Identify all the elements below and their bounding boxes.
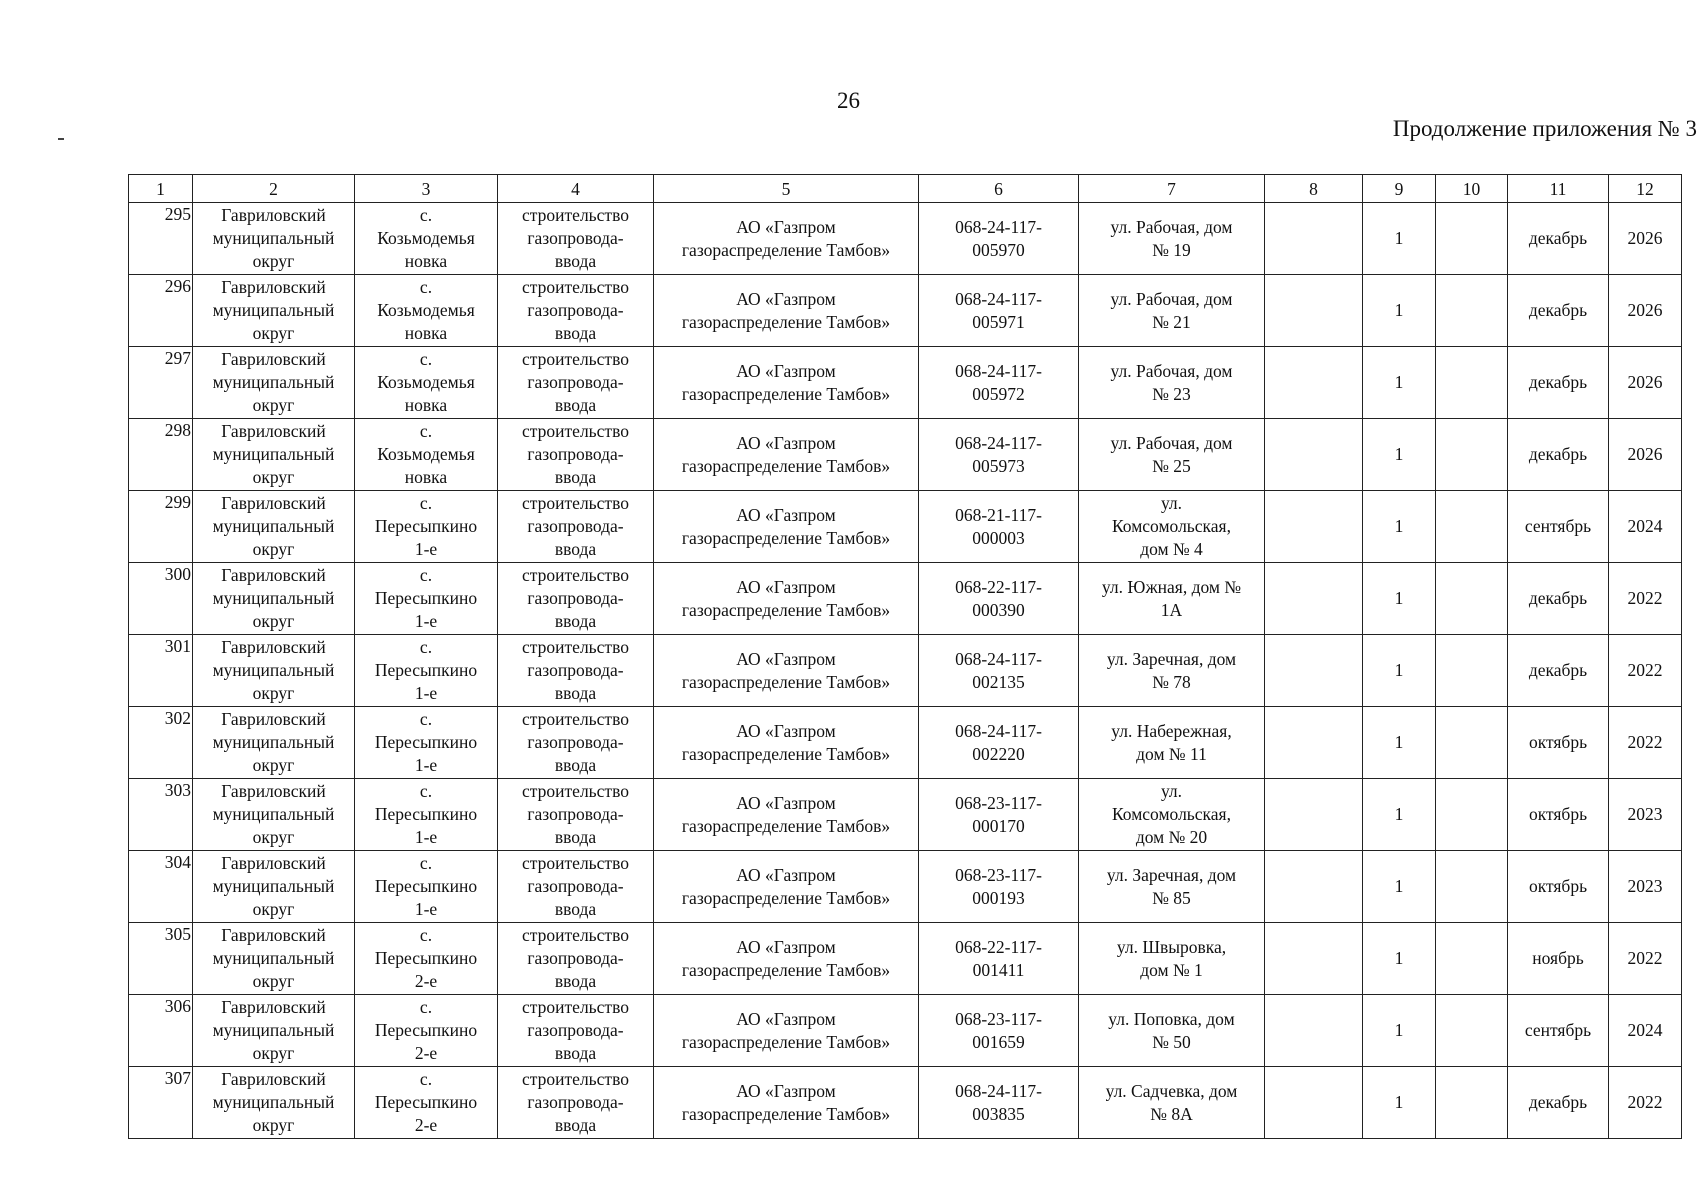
work-type-cell: строительство газопровода- ввода <box>498 419 654 491</box>
column-8-cell <box>1265 995 1363 1067</box>
row-number: 298 <box>129 419 193 491</box>
page-number: 26 <box>837 88 860 113</box>
organization-cell: АО «Газпром газораспределение Тамбов» <box>654 779 919 851</box>
table-row <box>129 707 1682 779</box>
settlement-cell: с. Пересыпкино 1-е <box>355 491 498 563</box>
table-row <box>129 779 1682 851</box>
address-cell: ул. Южная, дом № 1А <box>1079 563 1265 635</box>
count-cell: 1 <box>1363 347 1436 419</box>
year-cell: 2024 <box>1609 491 1682 563</box>
column-10-cell <box>1436 635 1508 707</box>
column-8-cell <box>1265 707 1363 779</box>
table-row <box>129 419 1682 491</box>
column-10-cell <box>1436 707 1508 779</box>
district-cell: Гавриловский муниципальный округ <box>193 923 355 995</box>
year-cell: 2022 <box>1609 635 1682 707</box>
object-code-cell: 068-24-117- 005973 <box>919 419 1079 491</box>
organization-cell: АО «Газпром газораспределение Тамбов» <box>654 1067 919 1139</box>
work-type-cell: строительство газопровода- ввода <box>498 1067 654 1139</box>
column-10-cell <box>1436 923 1508 995</box>
count-cell: 1 <box>1363 419 1436 491</box>
organization-cell: АО «Газпром газораспределение Тамбов» <box>654 491 919 563</box>
column-8-cell <box>1265 203 1363 275</box>
row-number: 296 <box>129 275 193 347</box>
district-cell: Гавриловский муниципальный округ <box>193 563 355 635</box>
table-row <box>129 635 1682 707</box>
column-10-cell <box>1436 851 1508 923</box>
column-header-7: 7 <box>1079 175 1265 203</box>
settlement-cell: с. Пересыпкино 1-е <box>355 563 498 635</box>
organization-cell: АО «Газпром газораспределение Тамбов» <box>654 563 919 635</box>
settlement-cell: с. Пересыпкино 2-е <box>355 923 498 995</box>
address-cell: ул. Швыровка, дом № 1 <box>1079 923 1265 995</box>
year-cell: 2026 <box>1609 347 1682 419</box>
column-10-cell <box>1436 563 1508 635</box>
column-10-cell <box>1436 491 1508 563</box>
count-cell: 1 <box>1363 779 1436 851</box>
count-cell: 1 <box>1363 491 1436 563</box>
object-code-cell: 068-23-117- 000170 <box>919 779 1079 851</box>
column-header-10: 10 <box>1436 175 1508 203</box>
district-cell: Гавриловский муниципальный округ <box>193 203 355 275</box>
object-code-cell: 068-24-117- 003835 <box>919 1067 1079 1139</box>
column-header-4: 4 <box>498 175 654 203</box>
column-header-6: 6 <box>919 175 1079 203</box>
table-row <box>129 851 1682 923</box>
month-cell: декабрь <box>1508 563 1609 635</box>
row-number: 303 <box>129 779 193 851</box>
district-cell: Гавриловский муниципальный округ <box>193 419 355 491</box>
row-number: 297 <box>129 347 193 419</box>
district-cell: Гавриловский муниципальный округ <box>193 851 355 923</box>
count-cell: 1 <box>1363 275 1436 347</box>
district-cell: Гавриловский муниципальный округ <box>193 635 355 707</box>
work-type-cell: строительство газопровода- ввода <box>498 563 654 635</box>
object-code-cell: 068-22-117- 001411 <box>919 923 1079 995</box>
column-header-11: 11 <box>1508 175 1609 203</box>
column-header-9: 9 <box>1363 175 1436 203</box>
year-cell: 2023 <box>1609 779 1682 851</box>
month-cell: сентябрь <box>1508 995 1609 1067</box>
settlement-cell: с. Пересыпкино 1-е <box>355 851 498 923</box>
month-cell: декабрь <box>1508 203 1609 275</box>
row-number: 299 <box>129 491 193 563</box>
object-code-cell: 068-21-117- 000003 <box>919 491 1079 563</box>
work-type-cell: строительство газопровода- ввода <box>498 707 654 779</box>
column-10-cell <box>1436 419 1508 491</box>
column-header-3: 3 <box>355 175 498 203</box>
column-8-cell <box>1265 851 1363 923</box>
year-cell: 2022 <box>1609 1067 1682 1139</box>
row-number: 302 <box>129 707 193 779</box>
row-number: 295 <box>129 203 193 275</box>
row-number: 306 <box>129 995 193 1067</box>
count-cell: 1 <box>1363 851 1436 923</box>
table-row <box>129 275 1682 347</box>
district-cell: Гавриловский муниципальный округ <box>193 1067 355 1139</box>
district-cell: Гавриловский муниципальный округ <box>193 707 355 779</box>
margin-mark <box>58 138 64 140</box>
organization-cell: АО «Газпром газораспределение Тамбов» <box>654 707 919 779</box>
work-type-cell: строительство газопровода- ввода <box>498 347 654 419</box>
organization-cell: АО «Газпром газораспределение Тамбов» <box>654 635 919 707</box>
column-10-cell <box>1436 347 1508 419</box>
organization-cell: АО «Газпром газораспределение Тамбов» <box>654 275 919 347</box>
count-cell: 1 <box>1363 707 1436 779</box>
month-cell: декабрь <box>1508 275 1609 347</box>
settlement-cell: с. Козьмодемья новка <box>355 275 498 347</box>
register-table <box>128 174 1682 1139</box>
year-cell: 2024 <box>1609 995 1682 1067</box>
organization-cell: АО «Газпром газораспределение Тамбов» <box>654 419 919 491</box>
column-10-cell <box>1436 275 1508 347</box>
column-header-12: 12 <box>1609 175 1682 203</box>
year-cell: 2026 <box>1609 275 1682 347</box>
column-8-cell <box>1265 923 1363 995</box>
work-type-cell: строительство газопровода- ввода <box>498 491 654 563</box>
work-type-cell: строительство газопровода- ввода <box>498 635 654 707</box>
settlement-cell: с. Козьмодемья новка <box>355 347 498 419</box>
object-code-cell: 068-24-117- 002220 <box>919 707 1079 779</box>
column-10-cell <box>1436 779 1508 851</box>
address-cell: ул. Рабочая, дом № 21 <box>1079 275 1265 347</box>
count-cell: 1 <box>1363 995 1436 1067</box>
count-cell: 1 <box>1363 563 1436 635</box>
address-cell: ул. Заречная, дом № 85 <box>1079 851 1265 923</box>
object-code-cell: 068-24-117- 005971 <box>919 275 1079 347</box>
column-10-cell <box>1436 1067 1508 1139</box>
work-type-cell: строительство газопровода- ввода <box>498 203 654 275</box>
column-8-cell <box>1265 491 1363 563</box>
table-row <box>129 347 1682 419</box>
row-number: 305 <box>129 923 193 995</box>
address-cell: ул. Рабочая, дом № 19 <box>1079 203 1265 275</box>
address-cell: ул. Комсомольская, дом № 20 <box>1079 779 1265 851</box>
column-8-cell <box>1265 635 1363 707</box>
table-body <box>129 203 1682 1139</box>
year-cell: 2023 <box>1609 851 1682 923</box>
object-code-cell: 068-24-117- 005970 <box>919 203 1079 275</box>
settlement-cell: с. Пересыпкино 2-е <box>355 995 498 1067</box>
work-type-cell: строительство газопровода- ввода <box>498 275 654 347</box>
month-cell: ноябрь <box>1508 923 1609 995</box>
organization-cell: АО «Газпром газораспределение Тамбов» <box>654 203 919 275</box>
count-cell: 1 <box>1363 635 1436 707</box>
column-header-8: 8 <box>1265 175 1363 203</box>
table-row <box>129 995 1682 1067</box>
column-10-cell <box>1436 203 1508 275</box>
organization-cell: АО «Газпром газораспределение Тамбов» <box>654 347 919 419</box>
count-cell: 1 <box>1363 1067 1436 1139</box>
month-cell: декабрь <box>1508 1067 1609 1139</box>
year-cell: 2026 <box>1609 203 1682 275</box>
table-row <box>129 203 1682 275</box>
year-cell: 2022 <box>1609 923 1682 995</box>
row-number: 301 <box>129 635 193 707</box>
month-cell: декабрь <box>1508 635 1609 707</box>
settlement-cell: с. Пересыпкино 1-е <box>355 707 498 779</box>
table-row <box>129 1067 1682 1139</box>
address-cell: ул. Рабочая, дом № 25 <box>1079 419 1265 491</box>
column-8-cell <box>1265 563 1363 635</box>
month-cell: октябрь <box>1508 707 1609 779</box>
object-code-cell: 068-24-117- 005972 <box>919 347 1079 419</box>
table-row <box>129 923 1682 995</box>
district-cell: Гавриловский муниципальный округ <box>193 491 355 563</box>
year-cell: 2022 <box>1609 563 1682 635</box>
year-cell: 2022 <box>1609 707 1682 779</box>
month-cell: октябрь <box>1508 779 1609 851</box>
row-number: 304 <box>129 851 193 923</box>
count-cell: 1 <box>1363 923 1436 995</box>
table-row <box>129 563 1682 635</box>
appendix-continuation-note: Продолжение приложения № 3 <box>1392 116 1697 141</box>
address-cell: ул. Рабочая, дом № 23 <box>1079 347 1265 419</box>
column-8-cell <box>1265 275 1363 347</box>
column-8-cell <box>1265 1067 1363 1139</box>
work-type-cell: строительство газопровода- ввода <box>498 923 654 995</box>
row-number: 300 <box>129 563 193 635</box>
month-cell: сентябрь <box>1508 491 1609 563</box>
work-type-cell: строительство газопровода- ввода <box>498 995 654 1067</box>
settlement-cell: с. Козьмодемья новка <box>355 419 498 491</box>
object-code-cell: 068-24-117- 002135 <box>919 635 1079 707</box>
settlement-cell: с. Пересыпкино 1-е <box>355 635 498 707</box>
month-cell: декабрь <box>1508 419 1609 491</box>
address-cell: ул. Заречная, дом № 78 <box>1079 635 1265 707</box>
row-number: 307 <box>129 1067 193 1139</box>
district-cell: Гавриловский муниципальный округ <box>193 275 355 347</box>
column-header-2: 2 <box>193 175 355 203</box>
column-10-cell <box>1436 995 1508 1067</box>
count-cell: 1 <box>1363 203 1436 275</box>
organization-cell: АО «Газпром газораспределение Тамбов» <box>654 851 919 923</box>
settlement-cell: с. Пересыпкино 1-е <box>355 779 498 851</box>
district-cell: Гавриловский муниципальный округ <box>193 995 355 1067</box>
address-cell: ул. Набережная, дом № 11 <box>1079 707 1265 779</box>
district-cell: Гавриловский муниципальный округ <box>193 347 355 419</box>
object-code-cell: 068-22-117- 000390 <box>919 563 1079 635</box>
organization-cell: АО «Газпром газораспределение Тамбов» <box>654 995 919 1067</box>
table-header-row <box>129 175 1682 203</box>
column-header-5: 5 <box>654 175 919 203</box>
address-cell: ул. Комсомольская, дом № 4 <box>1079 491 1265 563</box>
object-code-cell: 068-23-117- 001659 <box>919 995 1079 1067</box>
address-cell: ул. Садчевка, дом № 8А <box>1079 1067 1265 1139</box>
table-row <box>129 491 1682 563</box>
settlement-cell: с. Козьмодемья новка <box>355 203 498 275</box>
month-cell: декабрь <box>1508 347 1609 419</box>
settlement-cell: с. Пересыпкино 2-е <box>355 1067 498 1139</box>
column-8-cell <box>1265 347 1363 419</box>
organization-cell: АО «Газпром газораспределение Тамбов» <box>654 923 919 995</box>
work-type-cell: строительство газопровода- ввода <box>498 851 654 923</box>
column-8-cell <box>1265 419 1363 491</box>
year-cell: 2026 <box>1609 419 1682 491</box>
object-code-cell: 068-23-117- 000193 <box>919 851 1079 923</box>
month-cell: октябрь <box>1508 851 1609 923</box>
district-cell: Гавриловский муниципальный округ <box>193 779 355 851</box>
address-cell: ул. Поповка, дом № 50 <box>1079 995 1265 1067</box>
column-header-1: 1 <box>129 175 193 203</box>
column-8-cell <box>1265 779 1363 851</box>
work-type-cell: строительство газопровода- ввода <box>498 779 654 851</box>
